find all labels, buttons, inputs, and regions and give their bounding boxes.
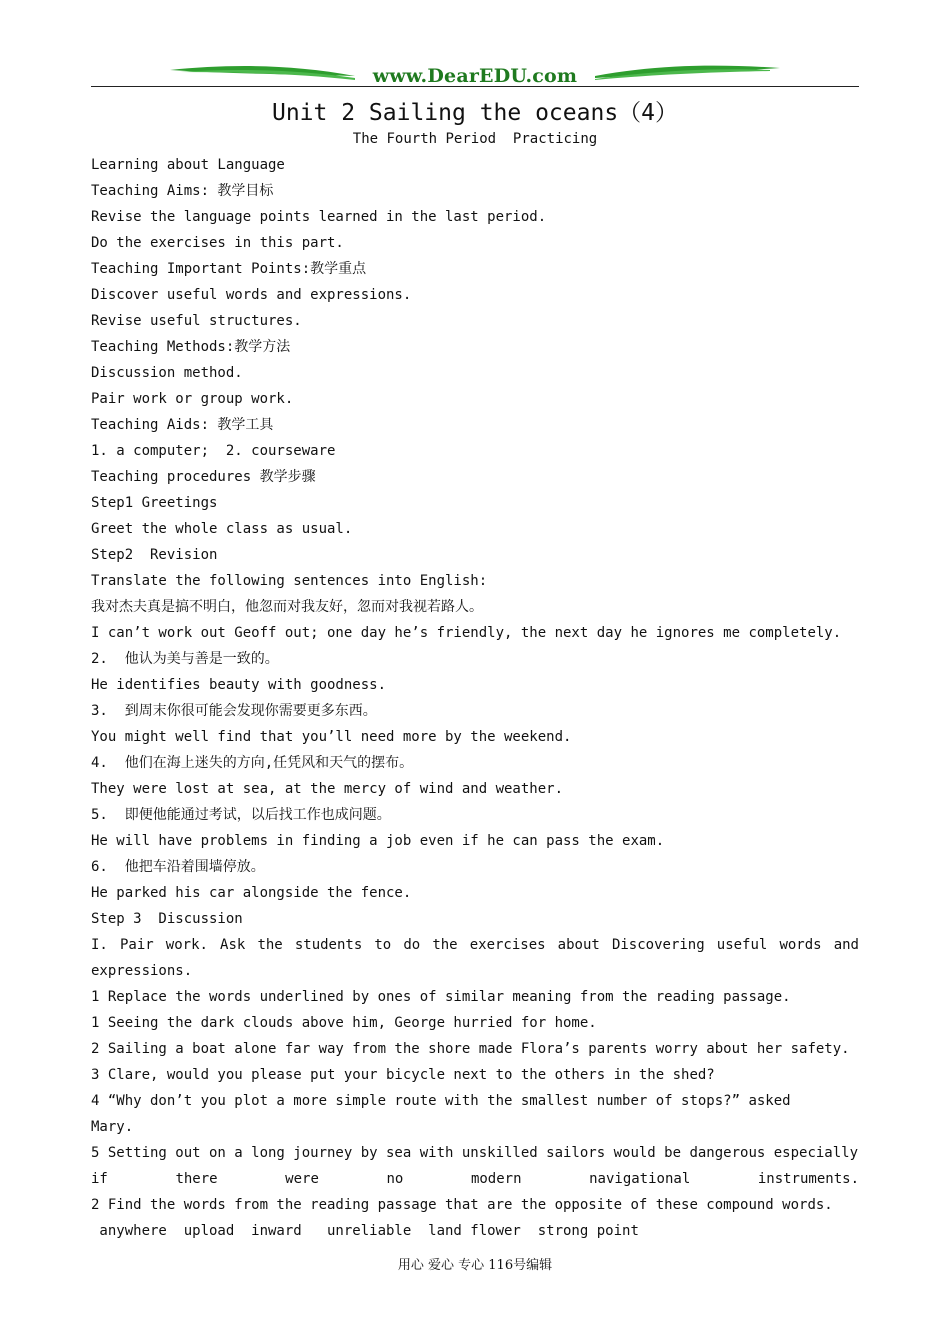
body-line: expressions. (91, 963, 193, 979)
body-line: 4. 他们在海上迷失的方向,任凭风和天气的摆布。 (91, 755, 414, 771)
body-line: Greet the whole class as usual. (91, 521, 353, 537)
body-line: 6. 他把车沿着围墙停放。 (91, 859, 265, 875)
body-line: 1 Replace the words underlined by ones of similar meaning from the reading passage. (91, 989, 791, 1005)
body-line: Pair work or group work. (91, 391, 294, 407)
body-line: 1. a computer; 2. courseware (91, 443, 336, 459)
body-line: Teaching Aids: 教学工具 (91, 417, 274, 433)
body-line: 我对杰夫真是搞不明白，他忽而对我友好，忽而对我视若路人。 (91, 599, 483, 615)
body-line: They were lost at sea, at the mercy of wind and weather. (91, 781, 564, 797)
body-line: You might well find that you’ll need more by the weekend. (91, 729, 572, 745)
body-line: anywhere upload inward unreliable land flower strong point (91, 1223, 639, 1239)
header-divider (91, 86, 859, 87)
body-line: Teaching procedures 教学步骤 (91, 469, 316, 485)
body-line: 5 Setting out on a long journey by sea with unskilled sailors would be dangerous especially (91, 1145, 859, 1161)
body-line: I. Pair work. Ask the students to do the exercises about Discovering useful words and (91, 937, 859, 953)
body-line: Discussion method. (91, 365, 243, 381)
body-line: Translate the following sentences into English: (91, 573, 488, 589)
body-line: 3 Clare, would you please put your bicycle next to the others in the shed? (91, 1067, 715, 1083)
body-line: Teaching Methods:教学方法 (91, 339, 291, 355)
body-line: Step1 Greetings (91, 495, 218, 511)
body-line: He will have problems in finding a job even if he can pass the exam. (91, 833, 665, 849)
document-body (91, 152, 859, 1244)
site-logo: www.DearEDU.com (355, 64, 595, 88)
body-line: Revise useful structures. (91, 313, 302, 329)
body-line: 2 Find the words from the reading passage that are the opposite of these compound words. (91, 1197, 833, 1213)
body-line: 2 Sailing a boat alone far way from the shore made Flora’s parents worry about her safety. (91, 1041, 850, 1057)
body-line: Teaching Important Points:教学重点 (91, 261, 367, 277)
document-subtitle: The Fourth Period Practicing (352, 131, 598, 147)
body-line: 3. 到周末你很可能会发现你需要更多东西。 (91, 703, 377, 719)
page-footer: 用心 爱心 专心 116号编辑 (397, 1258, 553, 1273)
body-line: 1 Seeing the dark clouds above him, George hurried for home. (91, 1015, 597, 1031)
document-title: Unit 2 Sailing the oceans（4） (271, 100, 679, 126)
body-line: 2. 他认为美与善是一致的。 (91, 651, 279, 667)
body-line: He identifies beauty with goodness. (91, 677, 387, 693)
body-line: Do the exercises in this part. (91, 235, 344, 251)
body-line: Revise the language points learned in the last period. (91, 209, 547, 225)
body-line: Discover useful words and expressions. (91, 287, 412, 303)
body-line: I can’t work out Geoff out; one day he’s friendly, the next day he ignores me completely. (91, 625, 842, 641)
body-line: He parked his car alongside the fence. (91, 885, 412, 901)
body-line: Step 3 Discussion (91, 911, 243, 927)
body-line: 5. 即便他能通过考试，以后找工作也成问题。 (91, 807, 391, 823)
body-line: 4 “Why don’t you plot a more simple route with the smallest number of stops?” asked (91, 1093, 791, 1109)
body-line: Step2 Revision (91, 547, 218, 563)
body-line: Learning about Language (91, 157, 285, 173)
body-line: Mary. (91, 1119, 134, 1135)
body-line: Teaching Aims: 教学目标 (91, 183, 274, 199)
body-line: if there were no modern navigational instruments. (91, 1171, 859, 1187)
